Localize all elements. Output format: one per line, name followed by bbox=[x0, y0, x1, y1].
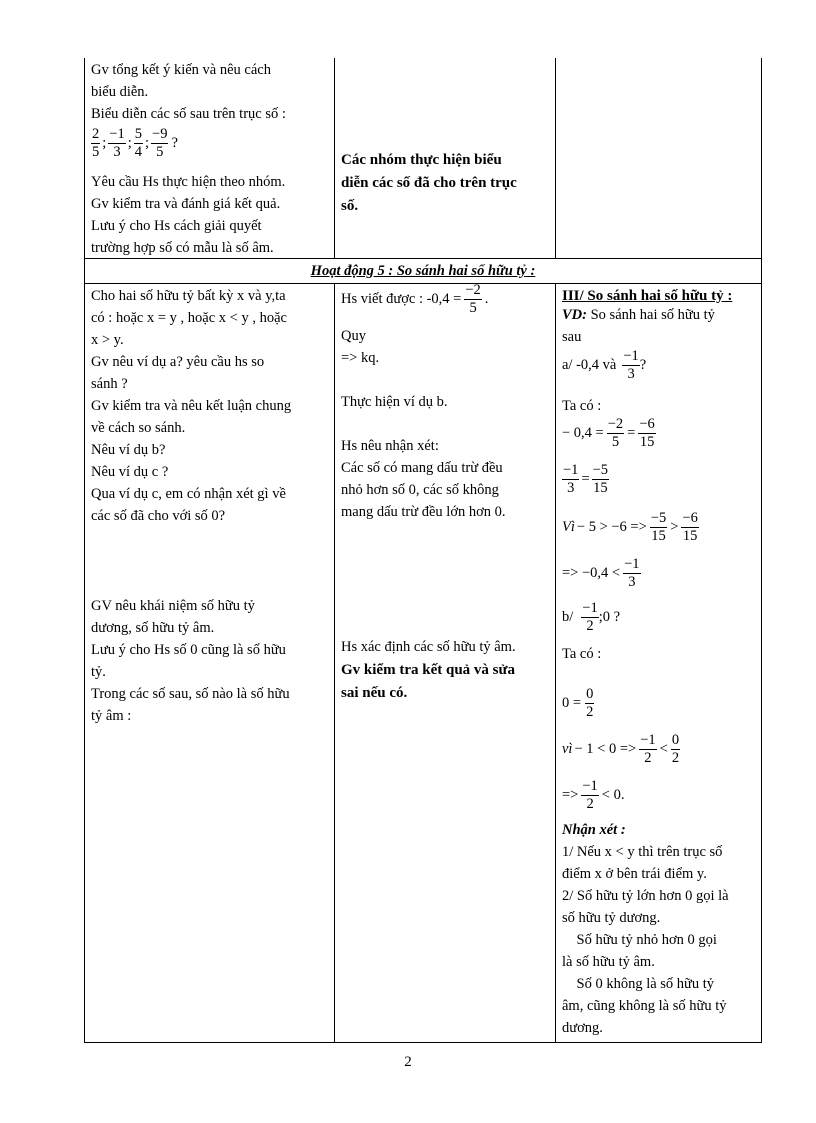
col1-line: Gv kiểm tra và nêu kết luận chung bbox=[91, 398, 292, 414]
col3-nhan-xet-line: dương. bbox=[562, 1020, 603, 1036]
col3-eq-2: −1 3 = −5 15 bbox=[563, 462, 609, 496]
col3-vd: VD: So sánh hai số hữu tỷ bbox=[562, 307, 715, 323]
col1-line: về cách so sánh. bbox=[91, 420, 186, 436]
col1-line: Trong các số sau, số nào là số hữu bbox=[91, 686, 290, 702]
row-divider-activity-top bbox=[84, 258, 762, 259]
top-col1-line: Yêu cầu Hs thực hiện theo nhóm. bbox=[91, 174, 286, 190]
table-border-left bbox=[84, 58, 85, 1043]
top-col1-line: Biểu diễn các số sau trên trục số : bbox=[91, 106, 286, 122]
table-border-bottom bbox=[84, 1042, 762, 1043]
col2-gv-kiem-tra: sai nếu có. bbox=[341, 685, 408, 701]
col3-eq-1: − 0,4 = −2 5 = −6 15 bbox=[562, 416, 655, 450]
col3-sau: sau bbox=[562, 329, 582, 345]
fraction: −2 5 bbox=[465, 282, 481, 316]
col1-line: Qua ví dụ c, em có nhận xét gì về bbox=[91, 486, 286, 502]
col3-nhan-xet-line: là số hữu tỷ âm. bbox=[562, 954, 655, 970]
col3-nhan-xet-line: Số hữu tỷ nhỏ hơn 0 gọi bbox=[562, 932, 717, 948]
top-col2-line: Các nhóm thực hiện biểu bbox=[341, 152, 502, 168]
col1-line: tỷ. bbox=[91, 664, 106, 680]
col3-nhan-xet-line: 1/ Nếu x < y thì trên trục số bbox=[562, 844, 723, 860]
col3-nhan-xet-title: Nhận xét : bbox=[562, 822, 626, 838]
col2-kq: => kq. bbox=[341, 350, 380, 366]
fraction-list: 2 5 ; −1 3 ; 5 4 ; −9 5 ? bbox=[92, 126, 178, 160]
col2-thuc-hien: Thực hiện ví dụ b. bbox=[341, 394, 448, 410]
table-border-right bbox=[761, 58, 762, 1043]
col3-ta-co-2: Ta có : bbox=[562, 646, 602, 662]
col3-nhan-xet-line: điểm x ở bên trái điểm y. bbox=[562, 866, 707, 882]
col1-line: các số đã cho với số 0? bbox=[91, 508, 226, 524]
col3-nhan-xet-line: Số 0 không là số hữu tỷ bbox=[562, 976, 715, 992]
col3-example-a: a/ -0,4 và −1 3 ? bbox=[562, 348, 647, 382]
column-divider-2-lower bbox=[555, 283, 556, 1043]
col1-line: Nêu ví dụ c ? bbox=[91, 464, 169, 480]
col3-eq-6: vì − 1 < 0 => −1 2 < 0 2 bbox=[562, 732, 680, 766]
col3-heading: III/ So sánh hai số hữu tỷ : bbox=[562, 288, 733, 304]
column-divider-1-lower bbox=[334, 283, 335, 1043]
top-col1-line: biểu diễn. bbox=[91, 84, 149, 100]
col2-gv-kiem-tra: Gv kiểm tra kết quả và sửa bbox=[341, 662, 516, 678]
col1-line: GV nêu khái niệm số hữu tỷ bbox=[91, 598, 255, 614]
fraction: 5 4 bbox=[134, 126, 142, 160]
col3-example-b: b/ −1 2 ;0 ? bbox=[562, 600, 621, 634]
col1-line: dương, số hữu tỷ âm. bbox=[91, 620, 215, 636]
top-col1-line: trường hợp số có mẫu là số âm. bbox=[91, 240, 274, 256]
top-col1-line: Gv kiểm tra và đánh giá kết quả. bbox=[91, 196, 281, 212]
col1-line: Lưu ý cho Hs số 0 cũng là số hữu bbox=[91, 642, 286, 658]
col2-hs-nhan-xet: Hs nêu nhận xét: bbox=[341, 438, 439, 454]
col2-quy: Quy bbox=[341, 328, 366, 344]
col1-line: x > y. bbox=[91, 332, 124, 348]
top-col2-line: diễn các số đã cho trên trục bbox=[341, 175, 517, 191]
col3-nhan-xet-line: âm, cũng không là số hữu tỷ bbox=[562, 998, 727, 1014]
column-divider-2 bbox=[555, 58, 556, 258]
col1-line: Gv nêu ví dụ a? yêu cầu hs so bbox=[91, 354, 265, 370]
col3-nhan-xet-line: số hữu tỷ dương. bbox=[562, 910, 661, 926]
col1-line: có : hoặc x = y , hoặc x < y , hoặc bbox=[91, 310, 287, 326]
hs-viet-duoc: Hs viết được : -0,4 = −2 5 . bbox=[341, 282, 489, 316]
col3-ta-co: Ta có : bbox=[562, 398, 602, 414]
col1-line: Cho hai số hữu tỷ bất kỳ x và y,ta bbox=[91, 288, 286, 304]
col3-eq-4: => −0,4 < −1 3 bbox=[562, 556, 640, 590]
fraction: −9 5 bbox=[152, 126, 168, 160]
fraction: 2 5 bbox=[92, 126, 100, 160]
col2-hs-xac-dinh: Hs xác định các số hữu tỷ âm. bbox=[341, 639, 516, 655]
page-number: 2 bbox=[404, 1054, 412, 1070]
col2-nhan-xet-line: Các số có mang dấu trừ đều bbox=[341, 460, 503, 476]
top-col1-line: Gv tổng kết ý kiến và nêu cách bbox=[91, 62, 271, 78]
col3-eq-7: => −1 2 < 0. bbox=[562, 778, 625, 812]
col3-eq-5: 0 = 0 2 bbox=[562, 686, 594, 720]
top-col1-line: Lưu ý cho Hs cách giải quyết bbox=[91, 218, 262, 234]
col2-nhan-xet-line: nhỏ hơn số 0, các số không bbox=[341, 482, 499, 498]
col1-line: tỷ âm : bbox=[91, 708, 132, 724]
activity-title: Hoạt động 5 : So sánh hai số hữu tỷ : bbox=[310, 263, 536, 279]
col1-line: Nêu ví dụ b? bbox=[91, 442, 166, 458]
top-col2-line: số. bbox=[341, 198, 359, 214]
col3-nhan-xet-line: 2/ Số hữu tỷ lớn hơn 0 gọi là bbox=[562, 888, 729, 904]
col1-line: sánh ? bbox=[91, 376, 128, 392]
col3-eq-3: Vì − 5 > −6 => −5 15 > −6 15 bbox=[562, 510, 698, 544]
fraction: −1 3 bbox=[109, 126, 125, 160]
column-divider-1 bbox=[334, 58, 335, 258]
col2-nhan-xet-line: mang dấu trừ đều lớn hơn 0. bbox=[341, 504, 506, 520]
